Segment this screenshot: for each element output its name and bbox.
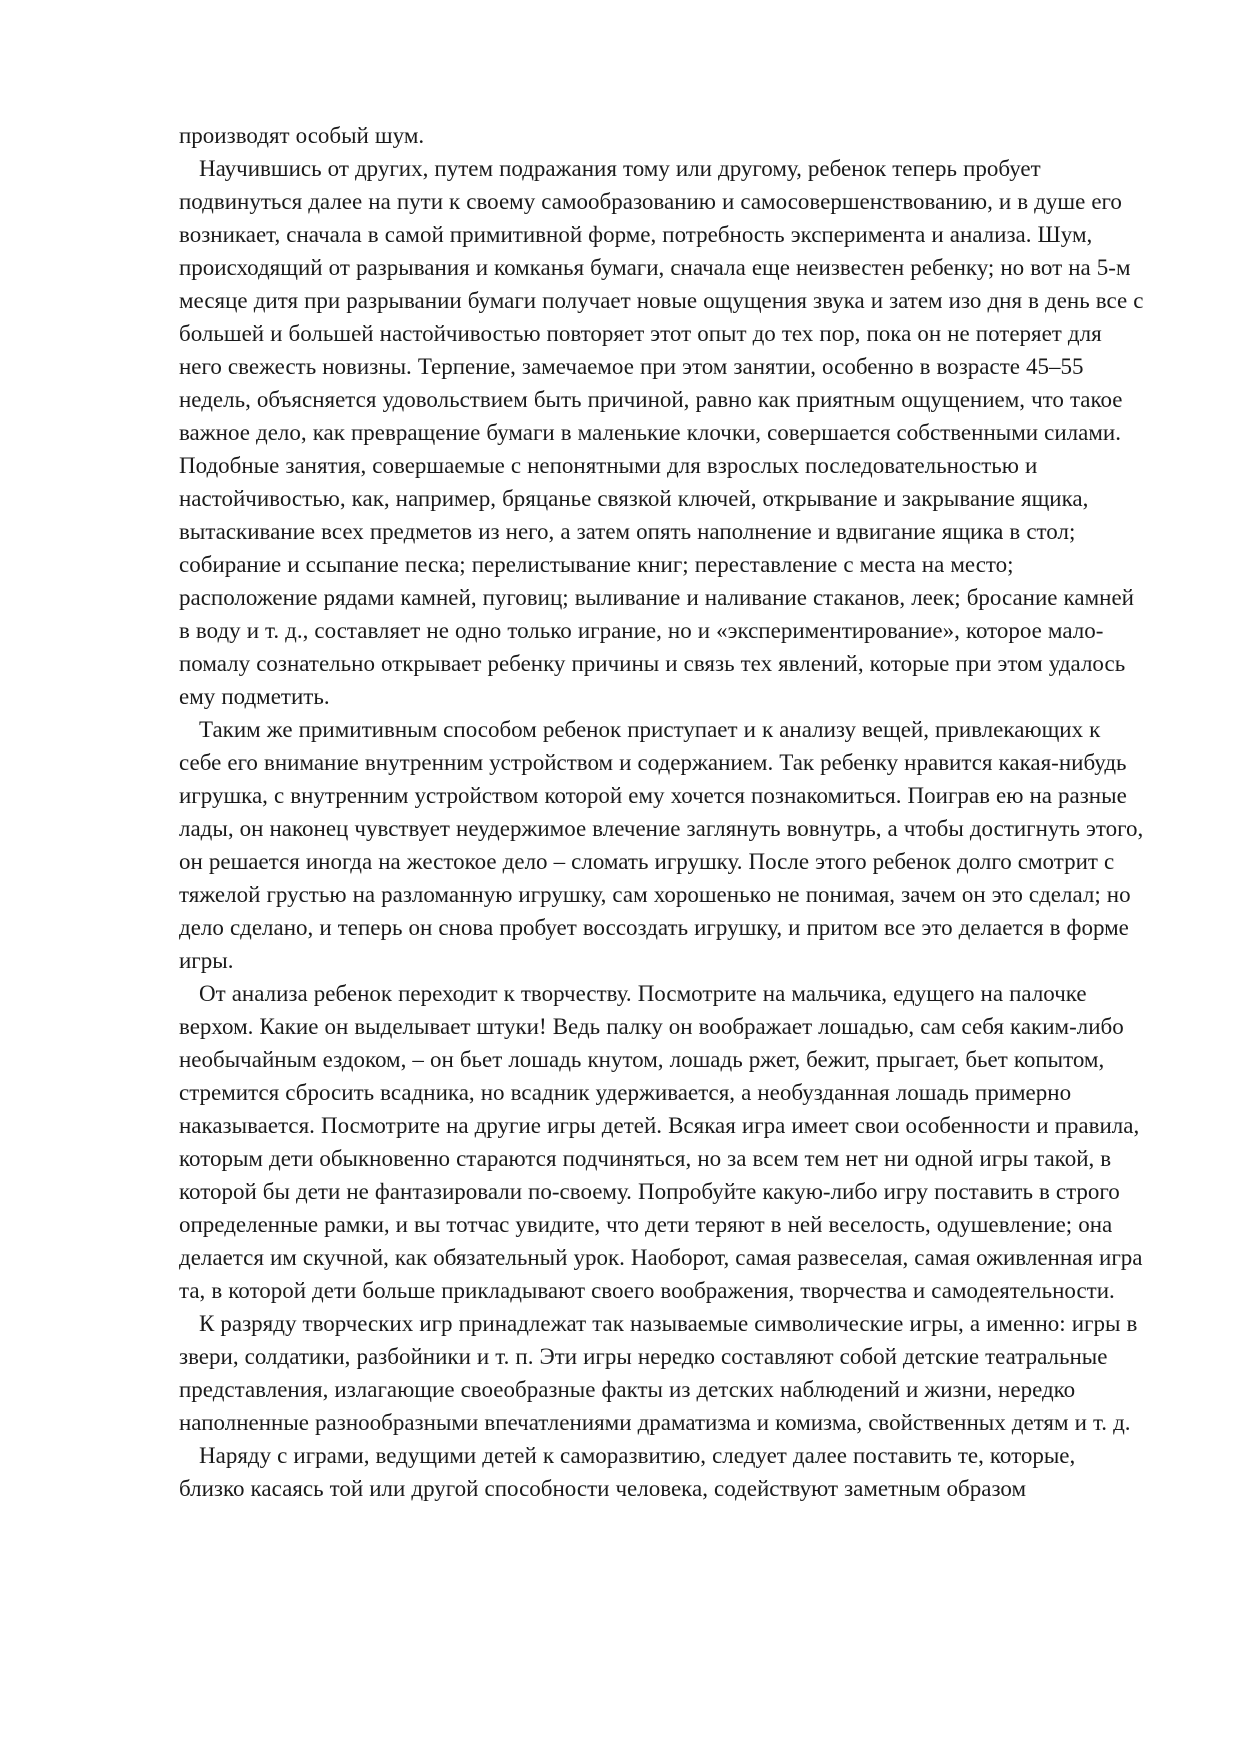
paragraph-self-development-games: Наряду с играми, ведущими детей к саморазвитию, следует далее поставить те, которые, близко касаясь той или другой способности человека, содействуют заметным образом — [179, 1443, 1076, 1501]
body-text — [179, 119, 1144, 1505]
paragraph-continuation: производят особый шум. — [179, 123, 425, 148]
paragraph-experiment-analysis: Научившись от других, путем подражания тому или другому, ребенок теперь пробует подвинуться далее на пути к своему самообразованию и самосовершенствованию, и в душе его возникает, сначала в самой примитивной форме, потребность эксперимента и анализа. Шум, происходящий от разрывания и комканья бумаги, сначала еще неизвестен ребенку; но вот на 5-м месяце дитя при разрывании бумаги получает новые ощущения звука и затем изо дня в день все с большей и большей настойчивостью повторяет этот опыт до тех пор, пока он не потеряет для него свежесть новизны. Терпение, замечаемое при этом занятии, особенно в возрасте 45–55 недель, объясняется удовольствием быть причиной, равно как приятным ощущением, что такое важное дело, как превращение бумаги в маленькие клочки, совершается собственными силами. Подобные занятия, совершаемые с непонятными для взрослых последовательностью и настойчивостью, как, например, бряцанье связкой ключей, открывание и закрывание ящика, вытаскивание всех предметов из него, а затем опять наполнение и вдвигание ящика в стол; собирание и ссыпание песка; перелистывание книг; переставление с места на место; расположение рядами камней, пуговиц; выливание и наливание стаканов, леек; бросание камней в воду и т. д., составляет не одно только играние, но и «экспериментирование», которое мало-помалу сознательно открывает ребенку причины и связь тех явлений, которые при этом удалось ему подметить. — [179, 156, 1144, 709]
paragraph-toy-analysis: Таким же примитивным способом ребенок приступает и к анализу вещей, привлекающих к себе его внимание внутренним устройством и содержанием. Так ребенку нравится какая-нибудь игрушка, с внутренним устройством которой ему хочется познакомиться. Поиграв ею на разные лады, он наконец чувствует неудержимое влечение заглянуть вовнутрь, а чтобы достигнуть этого, он решается иногда на жестокое дело – сломать игрушку. После этого ребенок долго смотрит с тяжелой грустью на разломанную игрушку, сам хорошенько не понимая, зачем он это сделал; но дело сделано, и теперь он снова пробует воссоздать игрушку, и притом все это делается в форме игры. — [179, 717, 1144, 973]
paragraph-creativity: От анализа ребенок переходит к творчеству. Посмотрите на мальчика, едущего на палочке верхом. Какие он выделывает штуки! Ведь палку он воображает лошадью, сам себя каким-либо необычайным ездоком, – он бьет лошадь кнутом, лошадь ржет, бежит, прыгает, бьет копытом, стремится сбросить всадника, но всадник удерживается, а необузданная лошадь примерно наказывается. Посмотрите на другие игры детей. Всякая игра имеет свои особенности и правила, которым дети обыкновенно стараются подчиняться, но за всем тем нет ни одной игры такой, в которой бы дети не фантазировали по-своему. Попробуйте какую-либо игру поставить в строго определенные рамки, и вы тотчас увидите, что дети теряют в ней веселость, одушевление; она делается им скучной, как обязательный урок. Наоборот, самая развеселая, самая оживленная игра та, в которой дети больше прикладывают своего воображения, творчества и самодеятельности. — [179, 981, 1143, 1303]
paragraph-symbolic-games: К разряду творческих игр принадлежат так называемые символические игры, а именно: игры в звери, солдатики, разбойники и т. п. Эти игры нередко составляют собой детские театральные представления, излагающие своеобразные факты из детских наблюдений и жизни, нередко наполненные разнообразными впечатлениями драматизма и комизма, свойственных детям и т. д. — [179, 1311, 1138, 1435]
